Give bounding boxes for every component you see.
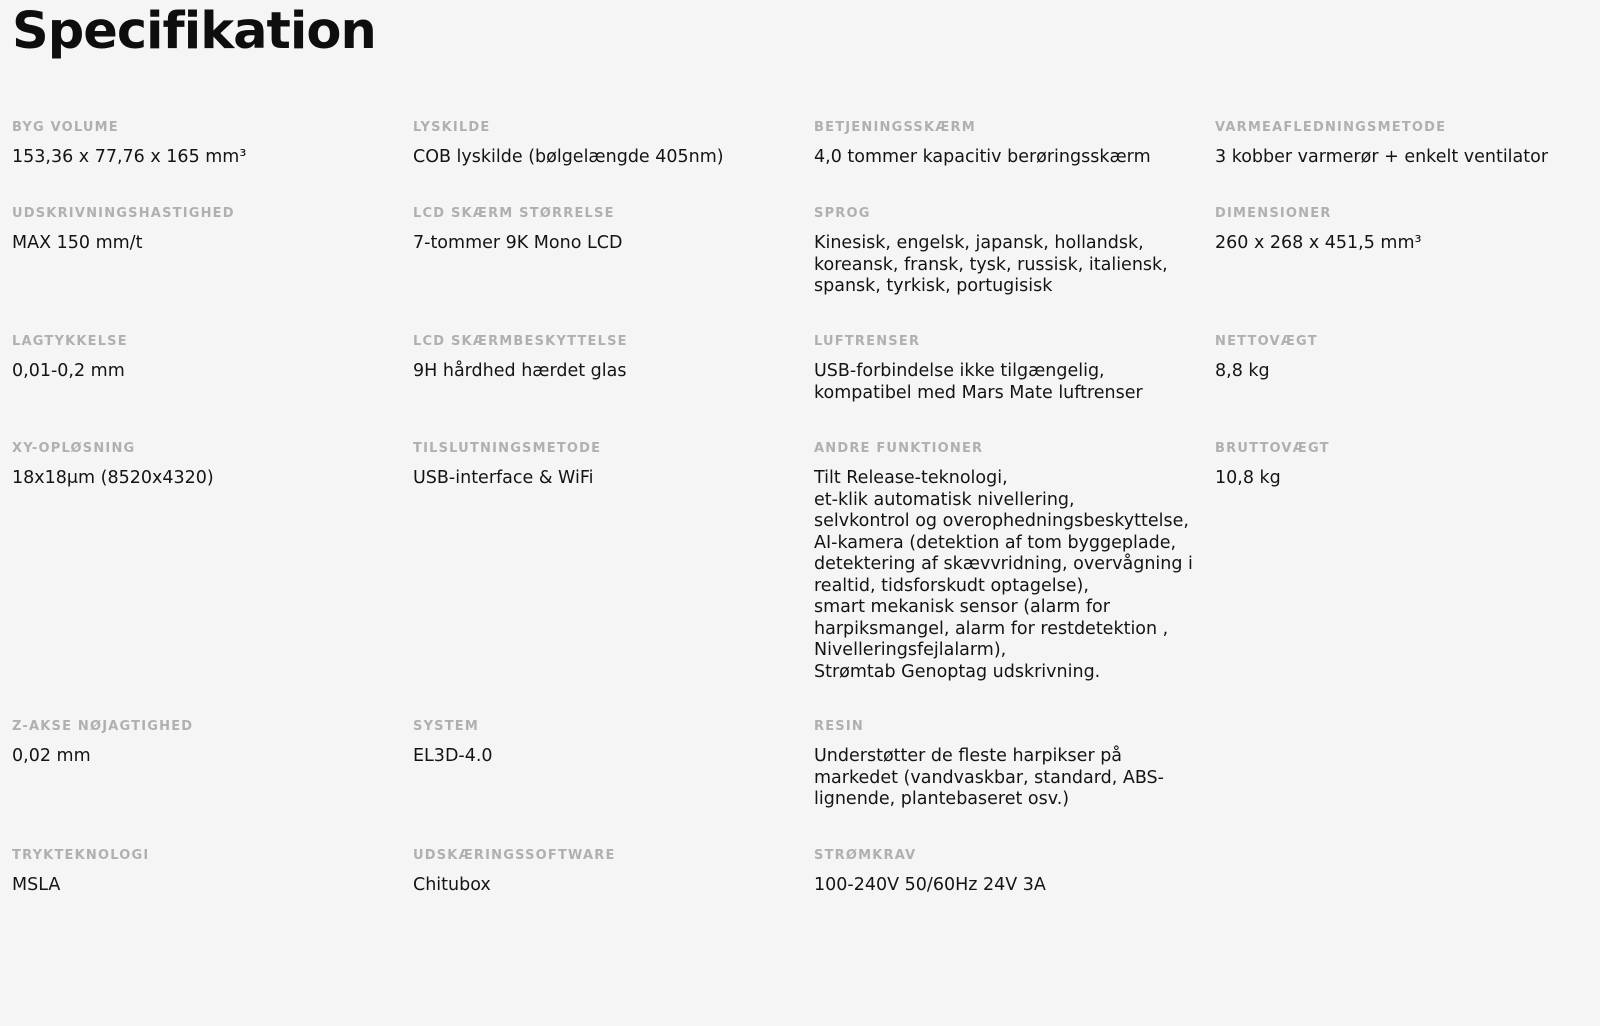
spec-lcd-protection [413, 334, 814, 441]
spec-control-screen [814, 120, 1215, 206]
spec-system [413, 719, 814, 848]
spec-value: USB-interface & WiFi [413, 468, 594, 488]
spec-value: 3 kobber varmerør + enkelt ventilator [1215, 147, 1549, 167]
spec-label: TILSLUTNINGSMETODE [413, 441, 602, 456]
spec-empty-cell [1215, 848, 1600, 928]
spec-value: MSLA [12, 875, 61, 895]
spec-value: MAX 150 mm/t [12, 233, 143, 253]
spec-value: 4,0 tommer kapacitiv berøringsskærm [814, 147, 1151, 167]
spec-value: 0,01-0,2 mm [12, 361, 125, 381]
spec-value: COB lyskilde (bølgelængde 405nm) [413, 147, 724, 167]
spec-air-purifier [814, 334, 1215, 441]
spec-label: VARMEAFLEDNINGSMETODE [1215, 120, 1447, 135]
spec-label: STRØMKRAV [814, 848, 917, 863]
spec-dimensions [1215, 206, 1600, 334]
spec-label: LCD SKÆRMBESKYTTELSE [413, 334, 628, 349]
spec-label: TRYKTEKNOLOGI [12, 848, 150, 863]
spec-print-technology [12, 848, 413, 928]
spec-label: BRUTTOVÆGT [1215, 441, 1330, 456]
spec-value: 10,8 kg [1215, 468, 1281, 488]
spec-gross-weight [1215, 441, 1600, 719]
spec-value: 18x18μm (8520x4320) [12, 468, 214, 488]
spec-value: USB-forbindelse ikke tilgængelig, kompatibel med Mars Mate luftrenser [814, 361, 1143, 403]
spec-label: XY-OPLØSNING [12, 441, 136, 456]
spec-label: LUFTRENSER [814, 334, 921, 349]
spec-value: Tilt Release-teknologi, et-klik automatisk nivellering, selvkontrol og overophedningsbeskyttelse, AI-kamera (detektion af tom byggeplade, detektering af skævvridning, overvågning i realtid, tidsforskudt optagelse), smart mekanisk sensor (alarm for harpiksmangel, alarm for restdetektion , Nivelleringsfejlalarm), Strømtab Genoptag udskrivning. [814, 468, 1193, 682]
spec-label: LCD SKÆRM STØRRELSE [413, 206, 615, 221]
spec-light-source [413, 120, 814, 206]
spec-value: EL3D-4.0 [413, 746, 493, 766]
spec-label: SYSTEM [413, 719, 480, 734]
spec-grid [12, 120, 1600, 928]
spec-build-volume [12, 120, 413, 206]
spec-value: 100-240V 50/60Hz 24V 3A [814, 875, 1046, 895]
spec-lcd-size [413, 206, 814, 334]
spec-xy-resolution [12, 441, 413, 719]
spec-value: Chitubox [413, 875, 491, 895]
spec-label: Z-AKSE NØJAGTIGHED [12, 719, 194, 734]
spec-label: LYSKILDE [413, 120, 491, 135]
spec-power-requirements [814, 848, 1215, 928]
spec-label: BYG VOLUME [12, 120, 119, 135]
spec-label: DIMENSIONER [1215, 206, 1332, 221]
spec-value: 9H hårdhed hærdet glas [413, 361, 627, 381]
spec-value: Understøtter de fleste harpikser på markedet (vandvaskbar, standard, ABS- lignende, plantebaseret osv.) [814, 746, 1164, 809]
spec-value: 7-tommer 9K Mono LCD [413, 233, 623, 253]
spec-layer-thickness [12, 334, 413, 441]
spec-print-speed [12, 206, 413, 334]
spec-heat-dissipation [1215, 120, 1600, 206]
spec-label: SPROG [814, 206, 871, 221]
spec-value: 260 x 268 x 451,5 mm³ [1215, 233, 1422, 253]
spec-label: LAGTYKKELSE [12, 334, 128, 349]
spec-slicing-software [413, 848, 814, 928]
spec-label: UDSKRIVNINGSHASTIGHED [12, 206, 235, 221]
spec-resin [814, 719, 1215, 848]
spec-empty-cell [1215, 719, 1600, 848]
page-title: Specifikation [12, 2, 376, 61]
spec-other-features [814, 441, 1215, 719]
spec-label: UDSKÆRINGSSOFTWARE [413, 848, 616, 863]
spec-value: Kinesisk, engelsk, japansk, hollandsk, koreansk, fransk, tysk, russisk, italiensk, spansk, tyrkisk, portugisisk [814, 233, 1168, 296]
spec-label: BETJENINGSSKÆRM [814, 120, 976, 135]
spec-label: ANDRE FUNKTIONER [814, 441, 984, 456]
spec-language [814, 206, 1215, 334]
spec-net-weight [1215, 334, 1600, 441]
spec-connection-method [413, 441, 814, 719]
spec-label: NETTOVÆGT [1215, 334, 1318, 349]
spec-value: 153,36 x 77,76 x 165 mm³ [12, 147, 247, 167]
spec-label: RESIN [814, 719, 864, 734]
spec-value: 8,8 kg [1215, 361, 1270, 381]
spec-z-axis-accuracy [12, 719, 413, 848]
spec-value: 0,02 mm [12, 746, 91, 766]
